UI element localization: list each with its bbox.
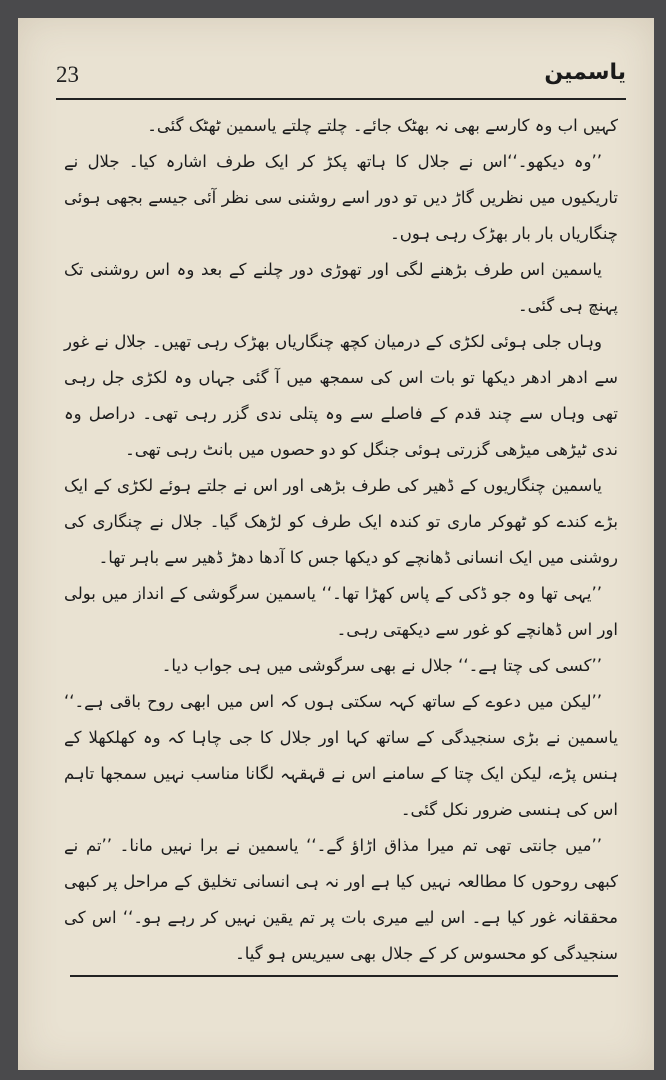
- header-rule: [56, 98, 626, 100]
- paragraph: ’’لیکن میں دعوے کے ساتھ کہہ سکتی ہوں کہ اس میں ابھی روح باقی ہے۔‘‘ یاسمین نے بڑی سنجیدگی کے ساتھ کہا اور جلال کا جی چاہا کہ وہ کھلکھلا کے ہنس پڑے، لیکن ایک چتا کے سامنے اس نے قہقہہ لگانا مناسب نہیں سمجھا تاہم اس کی ہنسی ضرور نکل گئی۔: [64, 692, 618, 819]
- paragraph: یاسمین چنگاریوں کے ڈھیر کی طرف بڑھی اور اس نے جلتے ہوئے لکڑی کے ایک بڑے کندے کو ٹھوکر ماری تو کندہ ایک طرف کو لڑھک گیا۔ جلال نے چنگاری کی روشنی میں ایک انسانی ڈھانچے کو دیکھا جس کا آدھا دھڑ ڈھیر سے باہر تھا۔: [64, 476, 618, 567]
- paragraph: کہیں اب وہ کارسے بھی نہ بھٹک جائے۔ چلتے چلتے یاسمین ٹھٹک گئی۔: [147, 116, 618, 135]
- running-title: یاسمین: [544, 60, 626, 85]
- paragraph: ’’وہ دیکھو۔‘‘اس نے جلال کا ہاتھ پکڑ کر ایک طرف اشارہ کیا۔ جلال نے تاریکیوں میں نظریں گاڑ دیں تو دور اسے روشنی سی نظر آئی جیسے بجھی ہوئی چنگاریاں بار بار بھڑک رہی ہوں۔: [64, 152, 618, 243]
- footer-rule: [70, 975, 618, 977]
- paragraph: ’’میں جانتی تھی تم میرا مذاق اڑاؤ گے۔‘‘ یاسمین نے برا نہیں مانا۔ ’’تم نے کبھی روحوں کا مطالعہ نہیں کیا ہے اور نہ ہی انسانی تخلیق کے مراحل پر کبھی محققانہ غور کیا ہے۔ اس لیے میری بات پر تم یقین نہیں کر رہے ہو۔‘‘ اس کی سنجیدگی کو محسوس کر کے جلال بھی سیریس ہو گیا۔: [64, 836, 618, 963]
- paragraph: ’’کسی کی چتا ہے۔‘‘ جلال نے بھی سرگوشی میں ہی جواب دیا۔: [161, 656, 602, 675]
- page-body: [64, 108, 618, 972]
- paragraph: ’’یہی تھا وہ جو ڈکی کے پاس کھڑا تھا۔‘‘ یاسمین سرگوشی کے انداز میں بولی اور اس ڈھانچے کو غور سے دیکھتی رہی۔: [64, 584, 618, 639]
- paragraph: یاسمین اس طرف بڑھنے لگی اور تھوڑی دور چلنے کے بعد وہ اس روشنی تک پہنچ ہی گئی۔: [64, 260, 618, 315]
- page-header: [56, 62, 626, 102]
- paragraph: وہاں جلی ہوئی لکڑی کے درمیان کچھ چنگاریاں بھڑک رہی تھیں۔ جلال نے غور سے ادھر ادھر دیکھا تو بات اس کی سمجھ میں آ گئی جہاں وہ لکڑی جل رہی تھی وہاں سے چند قدم کے فاصلے سے وہ پتلی ندی گزر رہی تھی۔ دراصل وہ ندی ٹیڑھی میڑھی گزرتی ہوئی جنگل کو دو حصوں میں بانٹ رہی تھی۔: [64, 332, 618, 459]
- page-number: 23: [56, 62, 79, 87]
